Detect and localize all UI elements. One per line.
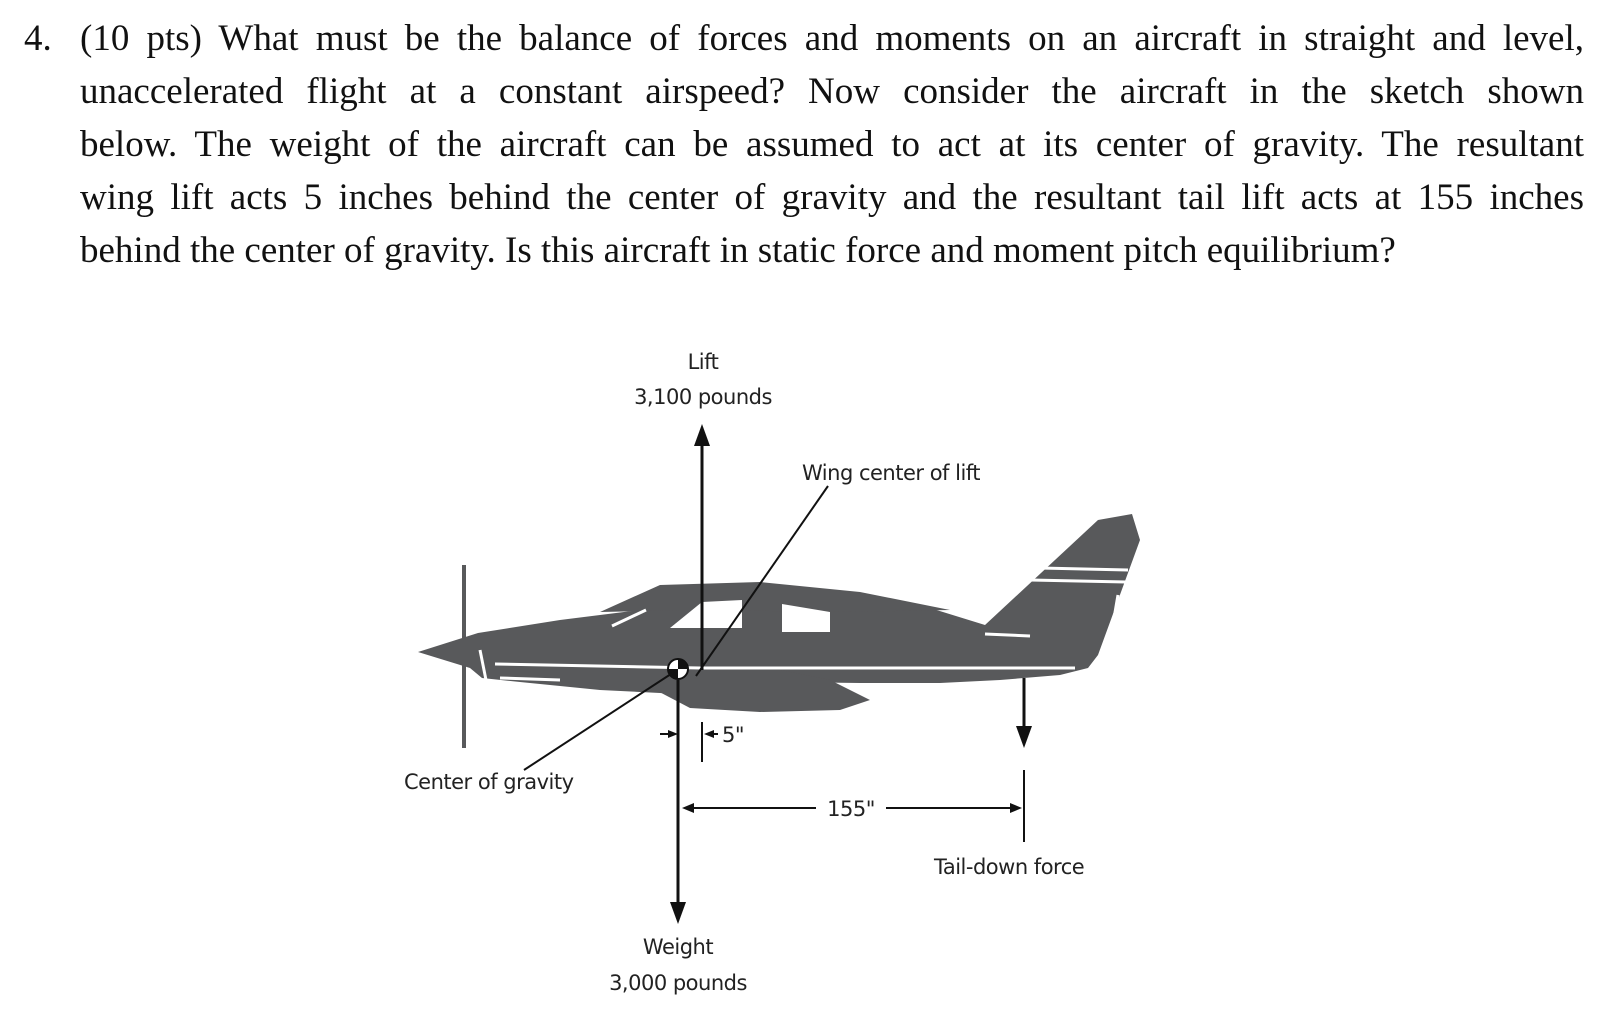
tail-force-arrowhead — [1016, 726, 1032, 748]
question-line: unaccelerated flight at a constant airspeed? Now consider the aircraft in the sketch shown — [80, 71, 1584, 112]
weight-arrowhead — [670, 902, 686, 924]
question-line: (10 pts) What must be the balance of forces and moments on an aircraft in straight and level, — [80, 18, 1584, 59]
cabin-canopy — [600, 582, 950, 612]
aircraft-silhouette — [418, 514, 1140, 712]
wing-center-label: Wing center of lift — [802, 461, 981, 485]
question-number: 4. — [24, 18, 52, 59]
weight-value: 3,000 pounds — [609, 971, 747, 995]
cg-label: Center of gravity — [404, 770, 574, 794]
question-line: wing lift acts 5 inches behind the center of gravity and the resultant tail lift acts at 155 inches — [80, 177, 1584, 218]
offset-155-label: 155" — [827, 797, 875, 821]
tail-stripe — [1040, 568, 1128, 570]
stabilizer-line — [985, 634, 1030, 636]
tail-stripe — [1030, 580, 1126, 582]
question-line: below. The weight of the aircraft can be assumed to act at its center of gravity. The resultant — [80, 124, 1584, 165]
lift-label: Lift — [687, 350, 719, 374]
weight-label: Weight — [642, 935, 714, 959]
question-line: behind the center of gravity. Is this aircraft in static force and moment pitch equilibrium? — [80, 230, 1396, 271]
nose-stripe — [500, 678, 560, 680]
tail-force-label: Tail-down force — [934, 855, 1085, 879]
offset-5-label: 5" — [722, 723, 745, 747]
lift-arrowhead — [694, 424, 710, 446]
cg-marker — [668, 659, 688, 679]
lift-value: 3,100 pounds — [634, 385, 772, 409]
